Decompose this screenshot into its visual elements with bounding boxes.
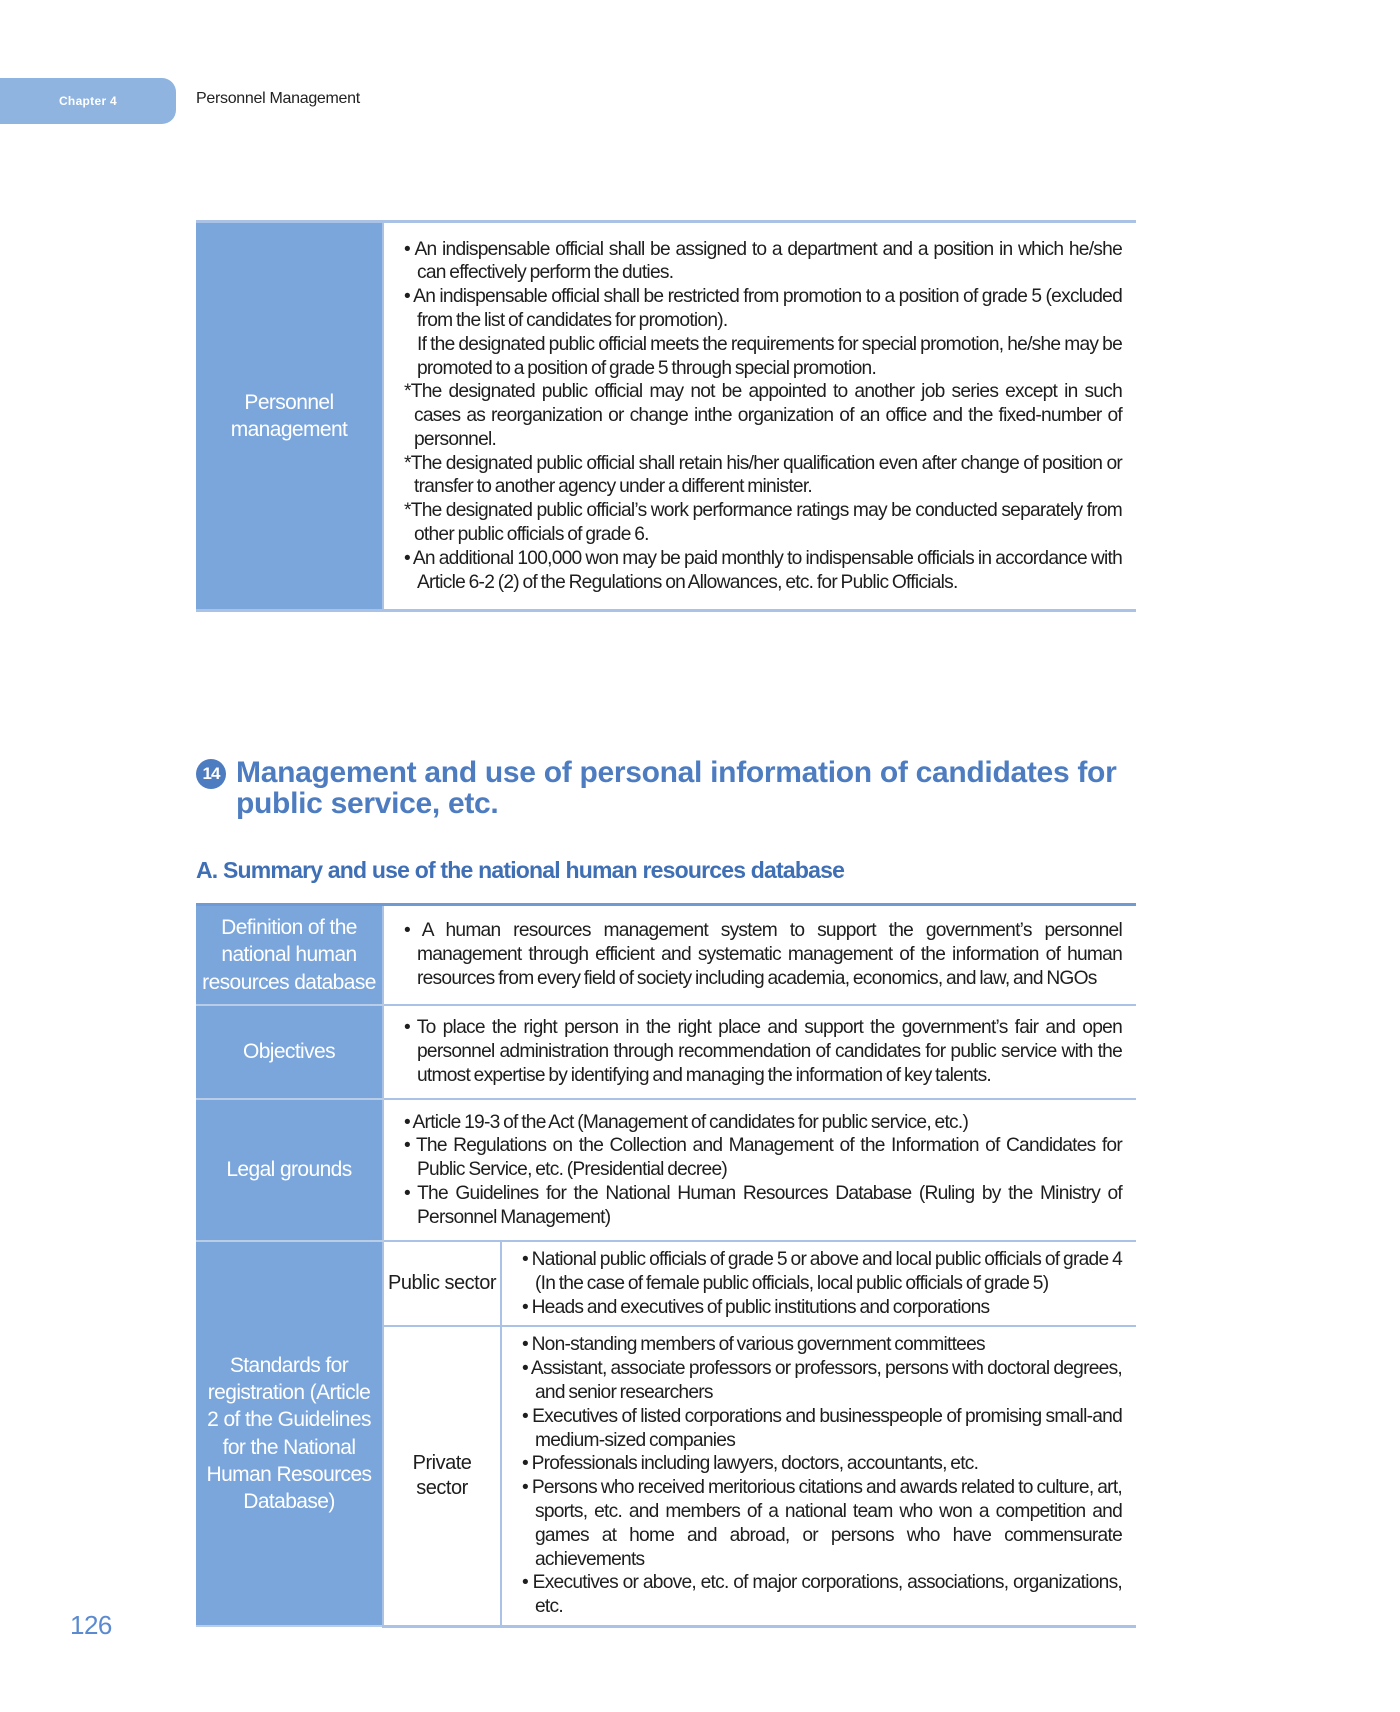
- table-row: [196, 1099, 1136, 1241]
- list-item: • An indispensable official shall be assigned to a department and a position in which he/she can effectively perform the duties.: [404, 238, 1122, 284]
- personnel-management-table: [196, 220, 1136, 612]
- chapter-label: Chapter 4: [58, 94, 118, 108]
- table-row: [196, 905, 1136, 1006]
- row-label: Objectives: [196, 1005, 383, 1099]
- sub-label-private: Private sector: [383, 1326, 501, 1626]
- chapter-tab: [0, 78, 176, 124]
- list-item: • Executives of listed corporations and businesspeople of promising small-and medium-sized companies: [522, 1405, 1122, 1451]
- row-label: Personnel management: [196, 222, 383, 611]
- section-heading: [196, 758, 1136, 820]
- list-item: • Assistant, associate professors or professors, persons with doctoral degrees, and senior researchers: [522, 1358, 1122, 1403]
- table-row: [196, 1005, 1136, 1099]
- sub-label-public: Public sector: [383, 1241, 501, 1326]
- list-item: • An indispensable official shall be restricted from promotion to a position of grade 5 (excluded from the list of candidates for promotion).: [404, 286, 1122, 331]
- section-number-icon: 14: [196, 759, 226, 789]
- list-item-continuation: If the designated public official meets the requirements for special promotion, he/she may be promoted to a position of grade 5 through special promotion.: [417, 333, 1122, 379]
- row-label: Standards for registration (Article 2 of the Guidelines for the National Human Resources Database): [196, 1241, 383, 1626]
- row-content: [501, 1326, 1136, 1626]
- list-item: • The Regulations on the Collection and Management of the Information of Candidates for Public Service, etc. (Presidential decree): [404, 1135, 1122, 1181]
- list-item: • A human resources management system to support the government’s personnel management through efficient and systematic management of the information of human resources from every field of society including academia, economics, and law, and NGOs: [404, 920, 1122, 989]
- page-number: 126: [70, 1610, 112, 1640]
- row-content: [383, 1005, 1136, 1099]
- sub-heading: A. Summary and use of the national human resources database: [196, 857, 845, 883]
- row-content: [383, 1099, 1136, 1241]
- row-label: Definition of the national human resources database: [196, 905, 383, 1006]
- hr-database-table: [196, 903, 1136, 1628]
- list-item: • Non-standing members of various government committees: [522, 1334, 985, 1356]
- list-item: • Persons who received meritorious citations and awards related to culture, art, sports, etc. and members of a national team who won a competition and games at home and abroad, or persons who have commensurate achievements: [522, 1477, 1122, 1570]
- note-item: *The designated public official may not be appointed to another job series except in such cases as reorganization or change inthe organization of an office and the fixed-number of personnel.: [404, 381, 1122, 450]
- row-content: [501, 1241, 1136, 1326]
- list-item: • Executives or above, etc. of major corporations, associations, organizations, etc.: [522, 1572, 1122, 1618]
- list-item: • National public officials of grade 5 or above and local public officials of grade 4 (In the case of female public officials, local public officials of grade 5): [522, 1249, 1122, 1294]
- note-item: *The designated public official shall retain his/her qualification even after change of position or transfer to another agency under a different minister.: [404, 452, 1122, 498]
- row-label: Legal grounds: [196, 1099, 383, 1241]
- table-row: [196, 1241, 1136, 1326]
- row-content: [383, 222, 1136, 611]
- list-item: • Professionals including lawyers, doctors, accountants, etc.: [522, 1453, 979, 1475]
- note-item: *The designated public official’s work performance ratings may be conducted separately from other public officials of grade 6.: [404, 500, 1122, 546]
- table-row: [196, 222, 1136, 611]
- list-item: • Article 19-3 of the Act (Management of candidates for public service, etc.): [404, 1111, 969, 1133]
- running-title: Personnel Management: [196, 90, 360, 107]
- section-title: Management and use of personal information of candidates for public service, etc.: [236, 756, 1117, 820]
- list-item: • To place the right person in the right place and support the government’s fair and open personnel administration through recommendation of candidates for public service with the utmost expertise by identifying and managing the information of key talents.: [404, 1017, 1122, 1086]
- row-content: [383, 905, 1136, 1006]
- list-item: • The Guidelines for the National Human Resources Database (Ruling by the Ministry of Personnel Management): [404, 1182, 1122, 1228]
- list-item: • An additional 100,000 won may be paid monthly to indispensable officials in accordance with Article 6-2 (2) of the Regulations on Allowances, etc. for Public Officials.: [404, 547, 1122, 593]
- list-item: • Heads and executives of public institutions and corporations: [522, 1296, 990, 1318]
